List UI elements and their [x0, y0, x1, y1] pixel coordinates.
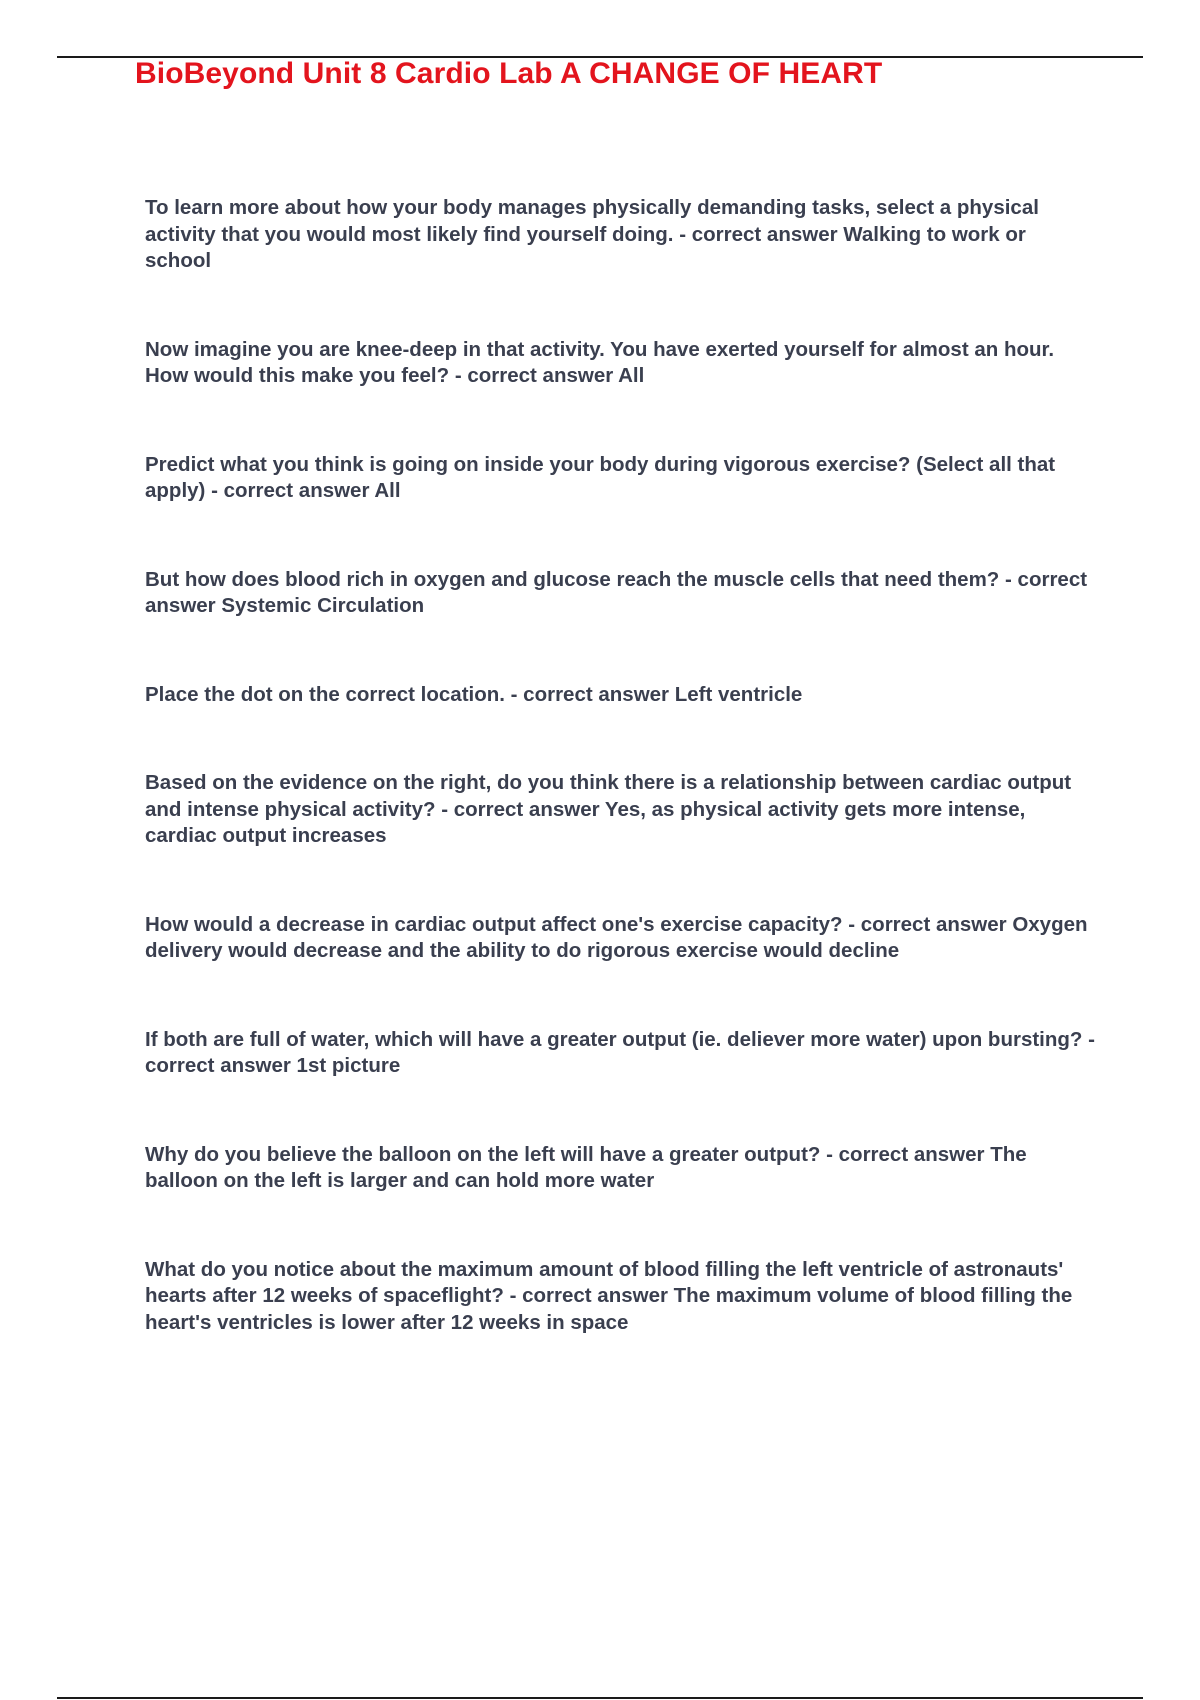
qa-item-9: Why do you believe the balloon on the left will have a greater output? - correct answer The balloon on the left is larger and can hold more water	[145, 1142, 1027, 1192]
qa-item-8: If both are full of water, which will have a greater output (ie. deliever more water) upon bursting? - correct answer 1st picture	[145, 1027, 1095, 1077]
footer-rule	[57, 1697, 1143, 1699]
document-title: BioBeyond Unit 8 Cardio Lab A CHANGE OF HEART	[135, 57, 883, 90]
qa-item-7: How would a decrease in cardiac output affect one's exercise capacity? - correct answer Oxygen delivery would decrease and the ability to do rigorous exercise would decline	[145, 912, 1088, 962]
qa-item-10: What do you notice about the maximum amount of blood filling the left ventricle of astronauts' hearts after 12 weeks of spaceflight? - correct answer The maximum volume of blood filling the heart's ventricles is lower after 12 weeks in space	[145, 1257, 1073, 1334]
qa-item-1: To learn more about how your body manages physically demanding tasks, select a physical activity that you would most likely find yourself doing. - correct answer Walking to work or school	[145, 196, 1039, 272]
qa-item-5: Place the dot on the correct location. - correct answer Left ventricle	[145, 682, 803, 706]
qa-list	[145, 195, 1095, 1398]
qa-item-2: Now imagine you are knee-deep in that activity. You have exerted yourself for almost an hour. How would this make you feel? - correct answer All	[145, 337, 1055, 387]
qa-item-6: Based on the evidence on the right, do you think there is a relationship between cardiac output and intense physical activity? - correct answer Yes, as physical activity gets more intense, cardiac output increases	[145, 771, 1072, 847]
qa-item-3: Predict what you think is going on inside your body during vigorous exercise? (Select all that apply) - correct answer All	[145, 452, 1056, 502]
qa-item-4: But how does blood rich in oxygen and glucose reach the muscle cells that need them? - correct answer Systemic Circulation	[145, 567, 1088, 617]
